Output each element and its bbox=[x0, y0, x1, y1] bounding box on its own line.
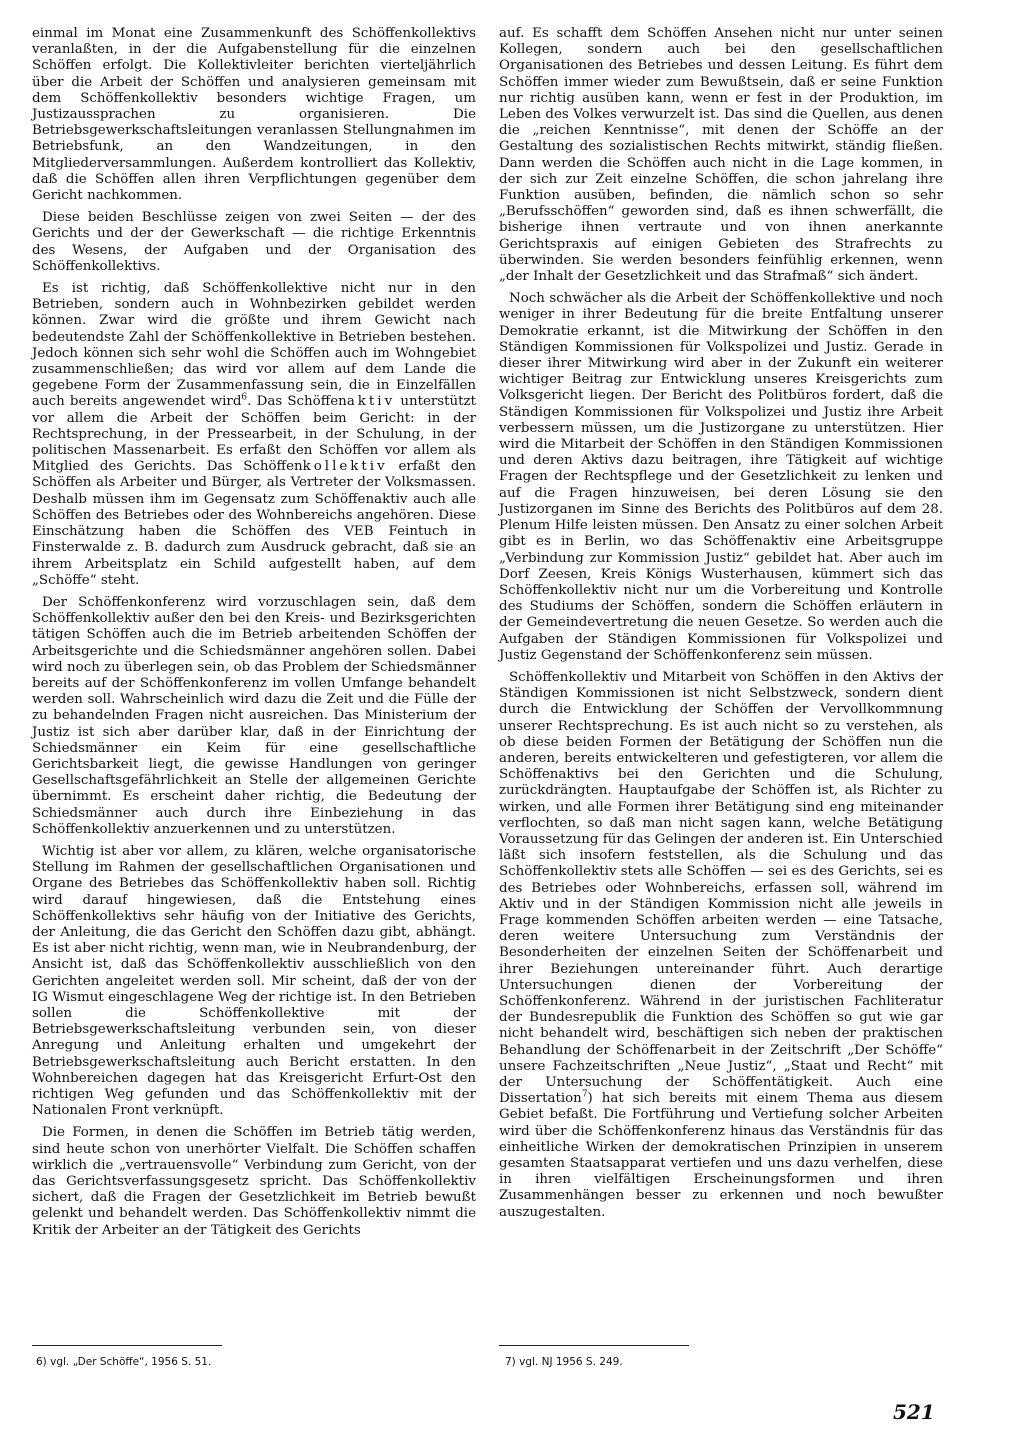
paragraph: Diese beiden Beschlüsse zeigen von zwei Seiten — der des Gerichts und der der Gewerkschaft — die richtige Erkenntnis des Wesens, der Aufgaben und der Organisation des Schöffenkollektivs. bbox=[32, 210, 476, 274]
text-run: ) hat sich bereits mit einem Thema aus diesem Gebiet befaßt. Die Fortführung und Vertiefung solcher Arbeiten wird über die Schöffenkonferenz hinaus das Verständnis für das einheitliche Wirken der demokratischen Prinzipien in unserem gesamten Staatsapparat vertiefen und uns dazu verhelfen, diese in ihren vielfältigen Erscheinungsformen und ihren Zusammenhängen besser zu erkennen und noch bewußter auszugestalten. bbox=[499, 1091, 943, 1220]
footnote-ref: 6 bbox=[241, 393, 248, 403]
text-run: Es ist richtig, daß Schöffenkollektive nicht nur in den Betrieben, sondern auch in Wohnbezirken gebildet werden können. Zwar wird die größte und ihrem Gewicht nach bedeutendste Zahl der Schöffenkollektive in Betrieben bestehen. Jedoch können sich sehr wohl die Schöffen auch im Wohngebiet zusammenschließen; das wird vor allem auf dem Lande die gegebene Form der Zusammenfassung sein, die in Einzelfällen auch bereits angewendet wird bbox=[32, 281, 476, 410]
footnote-divider bbox=[32, 1345, 222, 1346]
footnote-6: 6) vgl. „Der Schöffe“, 1956 S. 51. bbox=[36, 1356, 212, 1368]
paragraph: Der Schöffenkonferenz wird vorzuschlagen sein, daß dem Schöffenkollektiv außer den bei den Kreis- und Bezirksgerichten tätigen Schöffen auch die im Betrieb arbeitenden Schöffen der Arbeitsgerichte und die Schiedsmänner angehören sollen. Dabei wird noch zu überlegen sein, ob das Problem der Schiedsmänner bereits auf der Schöffenkonferenz im vollen Umfange behandelt werden soll. Wahrscheinlich wird dazu die Zeit und die Fülle der zu behandelnden Fragen nicht ausreichen. Das Ministerium der Justiz ist sich aber darüber klar, daß in der Einrichtung der Schiedsmänner ein Keim für eine gesellschaftliche Gerichtsbarkeit liegt, die gewisse Handlungen von geringer Gesellschaftsgefährlichkeit an Stelle der allgemeinen Gerichte übernimmt. Es erscheint daher richtig, die Bedeutung der Schiedsmänner auch durch ihre Einbeziehung in das Schöffenkollektiv anzuerkennen und zu unterstützen. bbox=[32, 594, 476, 837]
paragraph: auf. Es schafft dem Schöffen Ansehen nicht nur unter seinen Kollegen, sondern auch bei den gesellschaftlichen Organisationen des Betriebes und dessen Leitung. Es führt dem Schöffen immer wieder zum Bewußtsein, daß er seine Funktion nur richtig ausüben kann, wenn er fest in der Produktion, im Leben des Volkes verwurzelt ist. Das sind die Quellen, aus denen die „reichen Kenntnisse“, mit denen der Schöffe an der Gestaltung des sozialistischen Rechts mitwirkt, ständig fließen. Dann werden die Schöffen auch nicht in die Lage kommen, in der sich zur Zeit einzelne Schöffen, die schon jahrelang ihre Funktion ausüben, befinden, die nämlich schon so sehr „Berufsschöffen“ geworden sind, daß es ihnen schwerfällt, die bisherige ihnen vertraute und von ihnen anerkannte Gerichtspraxis auf einigen Gebieten des Strafrechts zu überwinden. Sie werden besonders feinfühlig erkennen, wenn „der Inhalt der Gesetzlichkeit und das Strafmaß“ sich ändert. bbox=[499, 26, 943, 285]
text-run: erfaßt den Schöffen als Arbeiter und Bürger, als Vertreter der Volksmassen. Deshalb müssen ihm im Gegensatz zum Schöffenaktiv auch alle Schöffen des Betriebes oder des Wohnbereichs angehören. Diese Einschätzung haben die Schöffen des VEB Feintuch in Finsterwalde z. B. dadurch zum Ausdruck gebracht, daß sie an ihrem Arbeitsplatz ein Schild aufgestellt haben, auf dem „Schöffe“ steht. bbox=[32, 459, 476, 588]
footnote-divider bbox=[499, 1345, 689, 1346]
page-number: 521 bbox=[893, 1400, 935, 1424]
left-column bbox=[32, 26, 476, 1245]
spaced-emphasis: kollektiv bbox=[302, 459, 388, 475]
spaced-emphasis: aktiv bbox=[346, 394, 396, 410]
text-run: . Das Schöffen bbox=[247, 394, 347, 410]
paragraph bbox=[499, 670, 943, 1221]
paragraph: Die Formen, in denen die Schöffen im Betrieb tätig werden, sind heute schon von unerhörter Vielfalt. Die Schöffen schaffen wirklich die „vertrauensvolle“ Verbindung zum Gericht, von der das Gerichtsverfassungsgesetz spricht. Das Schöffenkollektiv sichert, daß die Fragen der Gesetzlichkeit im Betrieb bewußt gelenkt und behandelt werden. Das Schöffenkollektiv nimmt die Kritik der Arbeiter an der Tätigkeit des Gerichts bbox=[32, 1125, 476, 1238]
paragraph: einmal im Monat eine Zusammenkunft des Schöffenkollektivs veranlaßten, in der die Aufgabenstellung für die einzelnen Schöffen erfolgt. Die Kollektivleiter berichten vierteljährlich über die Arbeit der Schöffen und analysieren gemeinsam mit dem Schöffenkollektiv besonders wichtige Fragen, um Justizaussprachen zu organisieren. Die Betriebsgewerkschaftsleitungen veranlassen Stellungnahmen im Betriebsfunk, an den Wandzeitungen, in den Mitgliederversammlungen. Außerdem kontrolliert das Kollektiv, daß die Schöffen allen ihren Verpflichtungen gegenüber dem Gericht nachkommen. bbox=[32, 26, 476, 204]
paragraph bbox=[32, 281, 476, 589]
footnote-7: 7) vgl. NJ 1956 S. 249. bbox=[505, 1356, 623, 1368]
text-run: Schöffenkollektiv und Mitarbeit von Schöffen in den Aktivs der Ständigen Kommissionen ist nicht Selbstzweck, sondern dient durch die Entwicklung der Schöffen der Vervollkommnung unserer Rechtsprechung. Es ist auch nicht so zu verstehen, als ob diese beiden Formen der Betätigung der Schöffen nun die anderen, bereits entwickelteren und gefestigteren, vor allem die Schöffenaktivs bei den Gerichten und die Schulung, zurückdrängten. Hauptaufgabe der Schöffen ist, als Richter zu wirken, und alle Formen ihrer Betätigung sind eng miteinander verflochten, so daß man nicht sagen kann, welche Betätigung Voraussetzung für das Gelingen der anderen ist. Ein Unterschied läßt sich insofern feststellen, als die Schulung und das Schöffenkollektiv stets alle Schöffen — sei es des Gerichts, sei es des Betriebes oder Wohnbereichs, erfassen soll, während im Aktiv und in der Ständigen Kommission nicht alle jeweils in Frage kommenden Schöffen arbeiten werden — eine Tatsache, deren weitere Untersuchung zum Verständnis der Besonderheiten der einzelnen Seiten der Schöffenarbeit und ihrer Beziehungen untereinander führt. Auch derartige Untersuchungen dienen der Vorbereitung der Schöffenkonferenz. Während in der juristischen Fachliteratur der Bundesrepublik die Funktion des Schöffen so gut wie gar nicht behandelt wird, beschäftigen sich neben der praktischen Behandlung der Schöffenarbeit in der Zeitschrift „Der Schöffe“ unsere Fachzeitschriften „Neue Justiz“, „Staat und Recht“ mit der Untersuchung der Schöffentätigkeit. Auch eine Dissertation bbox=[499, 669, 943, 1107]
paragraph: Wichtig ist aber vor allem, zu klären, welche organisatorische Stellung im Rahmen der gesellschaftlichen Organisationen und Organe des Betriebes das Schöffenkollektiv haben soll. Richtig wird darauf hingewiesen, daß die Entstehung eines Schöffenkollektivs sehr häufig von der Initiative des Gerichts, der Anleitung, die das Gericht den Schöffen dazu gibt, abhängt. Es ist aber nicht richtig, wenn man, wie in Neubrandenburg, der Ansicht ist, daß das Schöffenkollektiv ausschließlich von den Gerichten angeleitet werden soll. Mir scheint, daß der von der IG Wismut eingeschlagene Weg der richtige ist. In den Betrieben sollen die Schöffenkollektive mit der Betriebsgewerkschaftsleitung verbunden sein, von dieser Anregung und Anleitung erhalten und umgekehrt der Betriebsgewerkschaftsleitung auch Bericht erstatten. In den Wohnbereichen dagegen hat das Kreisgericht Erfurt-Ost den richtigen Weg gefunden und das Schöffenkollektiv mit der Nationalen Front verknüpft. bbox=[32, 843, 476, 1119]
right-column bbox=[499, 26, 943, 1227]
paragraph: Noch schwächer als die Arbeit der Schöffenkollektive und noch weniger in ihrer Bedeutung für die breite Entfaltung unserer Demokratie erkannt, ist die Mitwirkung der Schöffen in den Ständigen Kommissionen für Volkspolizei und Justiz. Gerade in dieser ihrer Mitwirkung wird aber in der Zukunft ein weiterer wichtiger Beitrag zur Entwicklung unseres Kreisgerichts zum Volksgericht liegen. Der Bericht des Politbüros fordert, daß die Ständigen Kommissionen für Volkspolizei und Justiz ihre Arbeit verbessern müssen, um die Justizorgane zu unterstützen. Hier wird die Mitarbeit der Schöffen in den Ständigen Kommissionen und deren Aktivs dazu beitragen, ihre Tätigkeit auf wichtige Fragen der Rechtspflege und der Gesetzlichkeit zu lenken und auf die Fragen hinzuweisen, bei deren Lösung sie den Justizorganen im Sinne des Berichts des Politbüros auf dem 28. Plenum Hilfe leisten müssen. Den Ansatz zu einer solchen Arbeit gibt es in Berlin, wo das Schöffenaktiv eine Arbeitsgruppe „Verbindung zur Kommission Justiz“ gebildet hat. Aber auch im Dorf Zeesen, Kreis Königs Wusterhausen, kümmert sich das Schöffenkollektiv nicht nur um die Vorbereitung und Kontrolle des Studiums der Schöffen, sondern die Schöffen erläutern in der Gemeindevertretung die neuen Gesetze. So werden auch die Aufgaben der Ständigen Kommissionen für Volkspolizei und Justiz Gegenstand der Schöffenkonferenz sein müssen. bbox=[499, 291, 943, 663]
text-run: unterstützt vor allem die Arbeit der Schöffen beim Gericht: in der Rechtsprechung, in der Pressearbeit, in der Schulung, in der politischen Massenarbeit. Es erfaßt den Schöffen vor allem als Mitglied des Gerichts. Das Schöffen bbox=[32, 394, 476, 475]
footnote-ref: 7 bbox=[581, 1089, 588, 1100]
